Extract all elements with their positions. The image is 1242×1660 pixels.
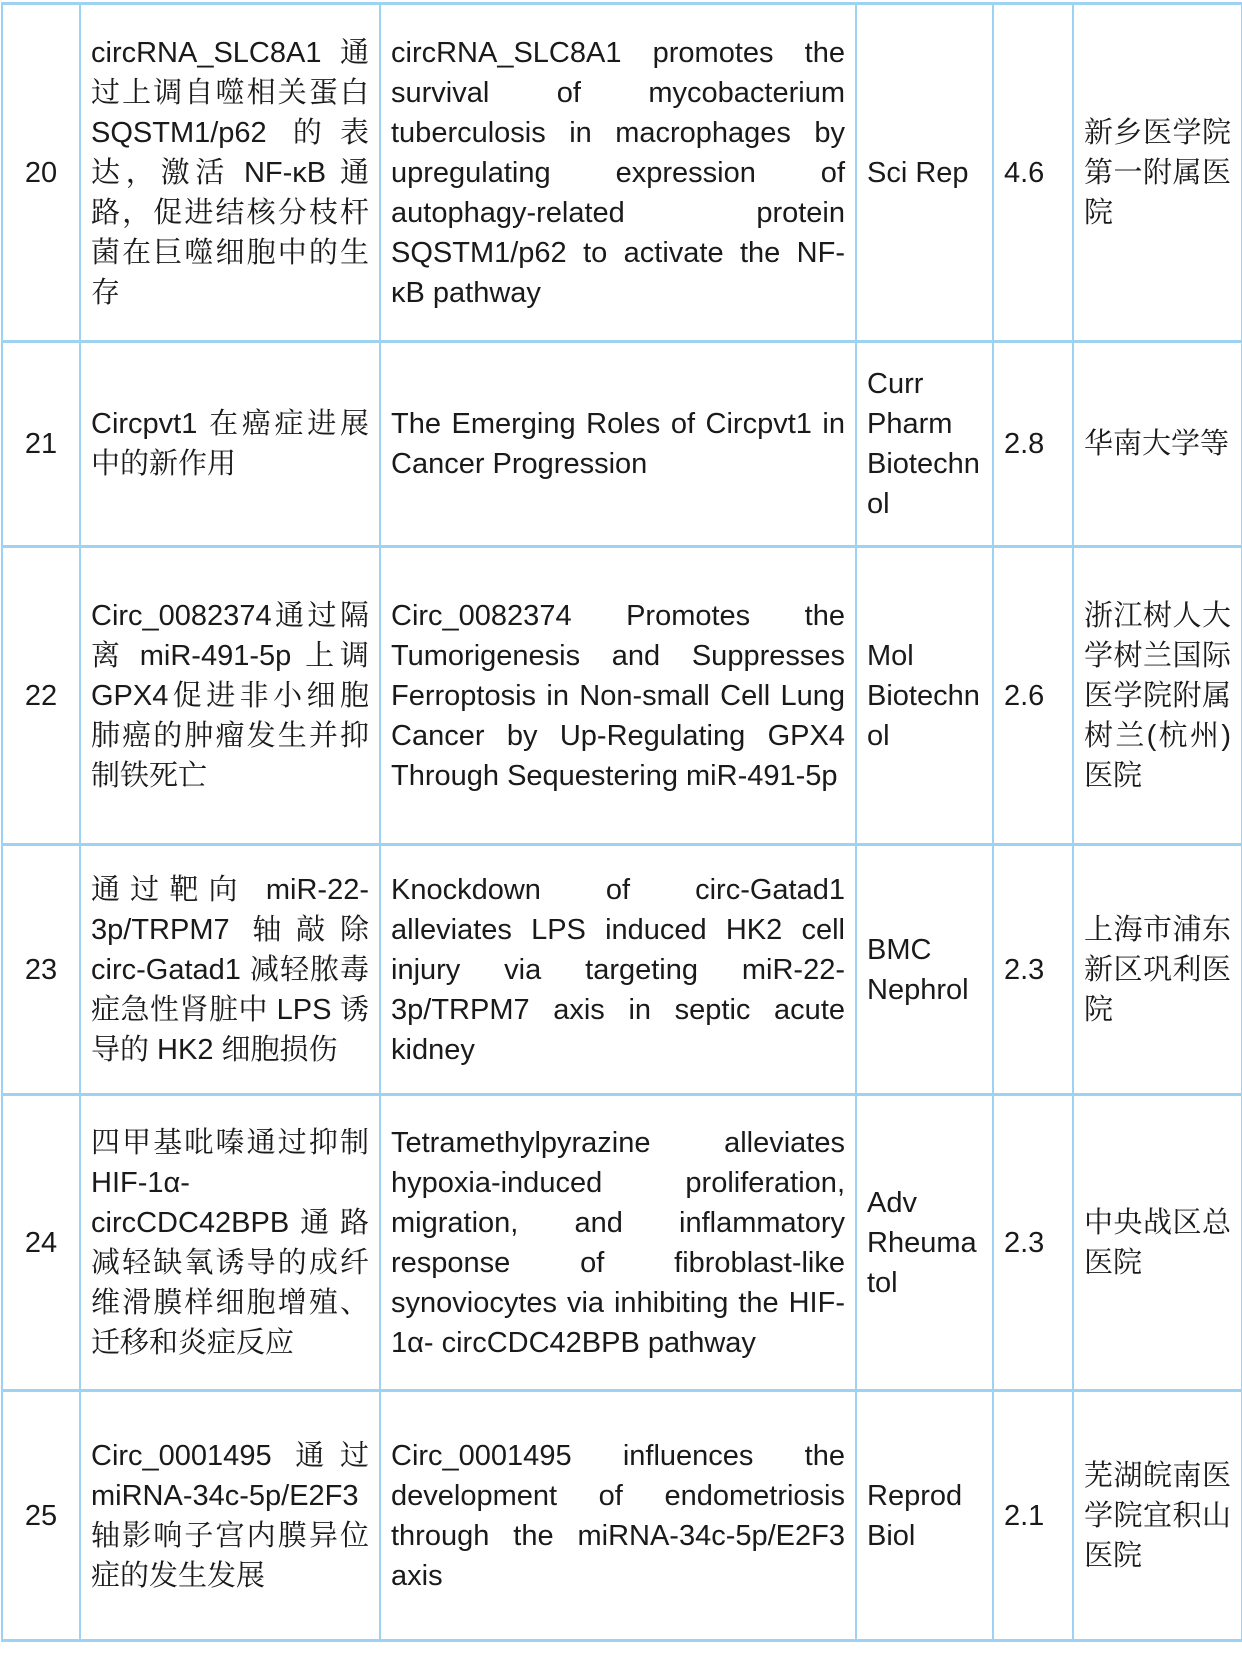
institution-cell: 新乡医学院第一附属医院 [1073,4,1242,342]
impact-factor-cell: 2.8 [993,342,1073,547]
institution-cell: 芜湖皖南医学院宜积山医院 [1073,1391,1242,1641]
impact-factor-cell: 2.1 [993,1391,1073,1641]
journal-cell: BMC Nephrol [856,845,993,1095]
journal-cell: Reprod Biol [856,1391,993,1641]
english-title-cell: Circ_0082374 Promotes the Tumorigenesis and Suppresses Ferroptosis in Non-small Cell Lung Cancer by Up-Regulating GPX4 Through Sequestering miR-491-5p [380,547,856,845]
institution-cell: 浙江树人大学树兰国际医学院附属树兰(杭州)医院 [1073,547,1242,845]
institution-cell: 中央战区总医院 [1073,1095,1242,1391]
impact-factor-cell: 4.6 [993,4,1073,342]
english-title-cell: circRNA_SLC8A1 promotes the survival of mycobacterium tuberculosis in macrophages by upregulating expression of autophagy-related protein SQSTM1/p62 to activate the NF-κB pathway [380,4,856,342]
table-row [2,845,1242,1095]
english-title-cell: Knockdown of circ-Gatad1 alleviates LPS induced HK2 cell injury via targeting miR-22-3p/TRPM7 axis in septic acute kidney [380,845,856,1095]
english-title-cell: The Emerging Roles of Circpvt1 in Cancer Progression [380,342,856,547]
impact-factor-cell: 2.3 [993,1095,1073,1391]
rank-number-cell: 22 [2,547,80,845]
rank-number-cell: 21 [2,342,80,547]
english-title-cell: Circ_0001495 influences the development of endometriosis through the miRNA-34c-5p/E2F3 axis [380,1391,856,1641]
english-title-cell: Tetramethylpyrazine alleviates hypoxia-induced proliferation, migration, and inflammatory response of fibroblast-like synoviocytes via inhibiting the HIF-1α- circCDC42BPB pathway [380,1095,856,1391]
rank-number-cell: 23 [2,845,80,1095]
journal-cell: Mol Biotechnol [856,547,993,845]
table-row [2,1095,1242,1391]
rank-number-cell: 20 [2,4,80,342]
table-row [2,547,1242,845]
chinese-title-cell: 通过靶向 miR-22-3p/TRPM7 轴敲除 circ-Gatad1 减轻脓毒症急性肾脏中 LPS 诱导的 HK2 细胞损伤 [80,845,380,1095]
institution-cell: 上海市浦东新区巩利医院 [1073,845,1242,1095]
table-row [2,1391,1242,1641]
journal-cell: Sci Rep [856,4,993,342]
chinese-title-cell: Circ_0001495 通过 miRNA-34c-5p/E2F3轴影响子宫内膜异位症的发生发展 [80,1391,380,1641]
papers-table [1,2,1242,1642]
chinese-title-cell: 四甲基吡嗪通过抑制 HIF-1α-circCDC42BPB通路减轻缺氧诱导的成纤维滑膜样细胞增殖、迁移和炎症反应 [80,1095,380,1391]
impact-factor-cell: 2.6 [993,547,1073,845]
journal-cell: Adv Rheumatol [856,1095,993,1391]
institution-cell: 华南大学等 [1073,342,1242,547]
chinese-title-cell: Circpvt1 在癌症进展中的新作用 [80,342,380,547]
impact-factor-cell: 2.3 [993,845,1073,1095]
table-row [2,342,1242,547]
table-row [2,4,1242,342]
journal-cell: Curr Pharm Biotechnol [856,342,993,547]
rank-number-cell: 25 [2,1391,80,1641]
chinese-title-cell: circRNA_SLC8A1通过上调自噬相关蛋白SQSTM1/p62 的表达，激活 NF-κB 通路，促进结核分枝杆菌在巨噬细胞中的生存 [80,4,380,342]
rank-number-cell: 24 [2,1095,80,1391]
papers-table-body [2,4,1242,1641]
chinese-title-cell: Circ_0082374通过隔离 miR-491-5p 上调GPX4促进非小细胞肺癌的肿瘤发生并抑制铁死亡 [80,547,380,845]
